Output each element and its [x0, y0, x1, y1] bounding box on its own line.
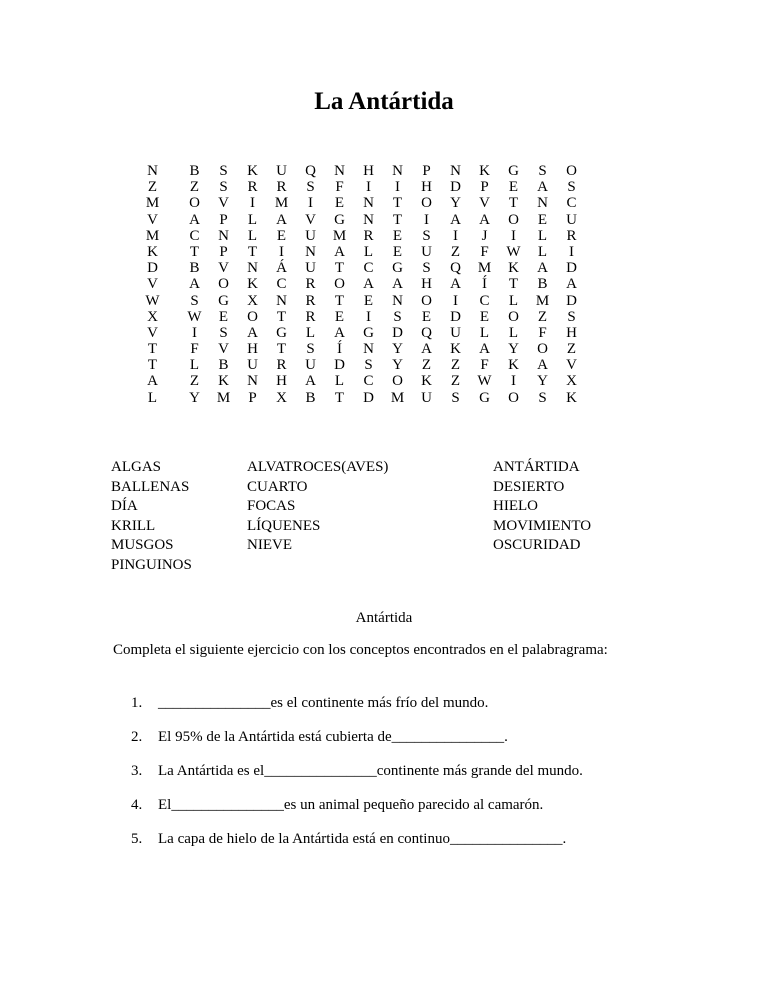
grid-letter: I	[511, 227, 516, 244]
grid-letter: Z	[147, 179, 158, 196]
grid-row	[138, 212, 586, 228]
question-item	[131, 761, 583, 795]
grid-letter: I	[192, 324, 197, 341]
grid-letter: S	[219, 179, 228, 196]
grid-letter: W	[477, 373, 492, 390]
grid-letter: V	[147, 211, 158, 228]
grid-letter: Z	[189, 179, 200, 196]
word-list-item: MUSGOS	[111, 537, 174, 553]
grid-letter: A	[479, 211, 490, 228]
question-text: El 95% de la Antártida está cubierta de_______________.	[158, 729, 508, 745]
question-item	[131, 693, 583, 727]
grid-letter: L	[479, 324, 490, 341]
grid-letter: K	[508, 260, 519, 277]
grid-letter: E	[479, 308, 490, 325]
grid-letter: H	[276, 373, 287, 390]
grid-letter: S	[219, 324, 228, 341]
grid-letter: N	[450, 163, 461, 179]
grid-letter: Y	[537, 373, 548, 390]
grid-letter: X	[247, 292, 258, 309]
grid-letter: I	[453, 292, 458, 309]
grid-letter: Q	[450, 260, 461, 277]
grid-letter: M	[390, 389, 405, 406]
word-list-item: NIEVE	[247, 537, 292, 553]
grid-letter: G	[508, 163, 519, 179]
page-title: La Antártida	[314, 88, 454, 115]
grid-letter: A	[450, 276, 461, 293]
grid-letter: I	[511, 373, 516, 390]
grid-letter: V	[218, 195, 229, 212]
grid-letter: K	[421, 373, 432, 390]
grid-letter: V	[218, 341, 229, 358]
grid-letter: G	[218, 292, 229, 309]
grid-letter: N	[247, 373, 258, 390]
word-list-item: CUARTO	[247, 478, 308, 495]
grid-letter: F	[480, 357, 489, 374]
grid-letter: Z	[537, 308, 548, 325]
grid-letter: O	[334, 276, 345, 293]
grid-letter: V	[147, 276, 158, 293]
grid-letter: G	[392, 260, 403, 277]
grid-letter: L	[537, 243, 548, 260]
grid-row	[138, 163, 586, 179]
grid-letter: O	[189, 195, 200, 212]
grid-letter: T	[392, 195, 403, 212]
grid-letter: A	[537, 260, 548, 277]
grid-letter: S	[538, 163, 547, 179]
grid-letter: R	[363, 227, 374, 244]
word-list-item: PINGUINOS	[111, 556, 192, 573]
grid-row	[138, 325, 586, 341]
grid-letter: Z	[450, 357, 461, 374]
grid-letter: S	[567, 179, 576, 196]
grid-letter: X	[276, 389, 287, 406]
grid-letter: K	[147, 243, 158, 260]
grid-letter: A	[189, 211, 200, 228]
grid-letter: A	[479, 341, 490, 358]
grid-letter: O	[508, 389, 519, 406]
grid-letter: N	[363, 211, 374, 228]
grid-row	[138, 276, 586, 292]
grid-letter: P	[248, 389, 257, 406]
word-search-grid	[138, 163, 586, 406]
grid-letter: E	[508, 179, 519, 196]
grid-letter: B	[305, 389, 316, 406]
question-text: La Antártida es el_______________continente más grande del mundo.	[158, 763, 583, 779]
grid-letter: T	[276, 341, 287, 358]
grid-letter: O	[508, 211, 519, 228]
word-list-item: LÍQUENES	[247, 517, 321, 534]
grid-letter: Y	[392, 357, 403, 374]
grid-letter: A	[392, 276, 403, 293]
grid-letter: G	[334, 211, 345, 228]
grid-letter: F	[335, 179, 344, 196]
word-list-column-3	[493, 458, 753, 556]
grid-letter: U	[305, 260, 316, 277]
grid-letter: Z	[566, 341, 577, 358]
grid-letter: O	[421, 195, 432, 212]
grid-letter: A	[305, 373, 316, 390]
grid-letter: S	[451, 389, 460, 406]
grid-row	[138, 373, 586, 389]
grid-letter: T	[247, 243, 258, 260]
grid-letter: L	[247, 227, 258, 244]
grid-letter: N	[334, 163, 345, 179]
grid-letter: E	[392, 227, 403, 244]
grid-letter: N	[537, 195, 548, 212]
grid-letter: C	[363, 373, 374, 390]
grid-letter: L	[247, 211, 258, 228]
grid-letter: M	[332, 227, 347, 244]
grid-letter: S	[567, 308, 576, 325]
grid-letter: B	[218, 357, 229, 374]
grid-letter: O	[392, 373, 403, 390]
word-list-item: OSCURIDAD	[493, 537, 581, 553]
grid-row	[138, 195, 586, 211]
grid-letter: C	[276, 276, 287, 293]
grid-letter: W	[187, 308, 202, 325]
grid-letter: S	[422, 227, 431, 244]
grid-letter: I	[308, 195, 313, 212]
grid-letter: M	[145, 227, 160, 244]
question-item	[131, 727, 583, 761]
grid-letter: C	[566, 195, 577, 212]
question-item	[131, 795, 583, 829]
grid-letter: S	[393, 308, 402, 325]
question-list	[131, 693, 583, 863]
question-text: El_______________es un animal pequeño parecido al camarón.	[158, 797, 544, 813]
grid-letter: C	[363, 260, 374, 277]
word-list-item: ANTÁRTIDA	[493, 459, 580, 475]
grid-letter: M	[216, 389, 231, 406]
grid-letter: N	[392, 163, 403, 179]
grid-letter: D	[363, 389, 374, 406]
grid-letter: D	[392, 324, 403, 341]
grid-letter: G	[479, 389, 490, 406]
grid-letter: I	[395, 179, 400, 196]
grid-letter: B	[189, 260, 200, 277]
grid-letter: T	[147, 341, 158, 358]
grid-letter: L	[508, 324, 519, 341]
grid-letter: E	[276, 227, 287, 244]
grid-letter: F	[190, 341, 199, 358]
grid-letter: V	[305, 211, 316, 228]
grid-letter: Y	[392, 341, 403, 358]
grid-letter: D	[147, 260, 158, 277]
grid-letter: S	[538, 389, 547, 406]
grid-letter: D	[450, 179, 461, 196]
grid-row	[138, 309, 586, 325]
grid-letter: I	[366, 308, 371, 325]
grid-letter: U	[450, 324, 461, 341]
grid-letter: V	[479, 195, 490, 212]
grid-letter: O	[247, 308, 258, 325]
grid-letter: K	[479, 163, 490, 179]
grid-letter: C	[189, 227, 200, 244]
grid-letter: D	[450, 308, 461, 325]
grid-letter: V	[218, 260, 229, 277]
grid-row	[138, 228, 586, 244]
grid-letter: I	[366, 179, 371, 196]
grid-letter: C	[479, 292, 490, 309]
grid-letter: U	[276, 163, 287, 179]
grid-letter: T	[334, 260, 345, 277]
grid-letter: S	[422, 260, 431, 277]
grid-letter: A	[247, 324, 258, 341]
grid-letter: K	[566, 389, 577, 406]
grid-letter: F	[480, 243, 489, 260]
grid-letter: R	[276, 357, 287, 374]
grid-letter: Í	[482, 276, 487, 293]
grid-letter: I	[250, 195, 255, 212]
grid-letter: Í	[337, 341, 342, 358]
grid-letter: H	[363, 163, 374, 179]
grid-letter: Z	[189, 373, 200, 390]
grid-letter: E	[334, 308, 345, 325]
grid-letter: Q	[421, 324, 432, 341]
grid-letter: H	[247, 341, 258, 358]
grid-letter: Z	[450, 373, 461, 390]
grid-letter: I	[453, 227, 458, 244]
word-list-item: DESIERTO	[493, 478, 565, 495]
grid-letter: S	[306, 341, 315, 358]
instruction-text: Completa el siguiente ejercicio con los conceptos encontrados en el palabragrama:	[113, 642, 608, 658]
word-list-item: KRILL	[111, 517, 156, 534]
grid-letter: F	[538, 324, 547, 341]
word-list-item: MOVIMIENTO	[493, 517, 592, 534]
grid-letter: U	[566, 211, 577, 228]
grid-letter: D	[566, 260, 577, 277]
grid-letter: L	[334, 373, 345, 390]
grid-letter: R	[305, 308, 316, 325]
grid-letter: E	[537, 211, 548, 228]
question-item	[131, 829, 583, 863]
grid-letter: T	[508, 276, 519, 293]
grid-letter: A	[566, 276, 577, 293]
grid-letter: P	[219, 243, 228, 260]
question-text: La capa de hielo de la Antártida está en continuo_______________.	[158, 831, 567, 847]
grid-letter: Z	[421, 357, 432, 374]
word-list-item: ALVATROCES(AVES)	[247, 459, 389, 475]
grid-letter: H	[566, 324, 577, 341]
word-list-column-2	[247, 458, 507, 556]
grid-letter: A	[421, 341, 432, 358]
grid-letter: N	[363, 341, 374, 358]
question-number: 4.	[131, 797, 143, 813]
grid-letter: T	[276, 308, 287, 325]
grid-letter: B	[537, 276, 548, 293]
grid-letter: X	[147, 308, 158, 325]
grid-letter: O	[218, 276, 229, 293]
grid-letter: E	[363, 292, 374, 309]
grid-letter: A	[334, 243, 345, 260]
grid-letter: V	[566, 357, 577, 374]
grid-letter: D	[334, 357, 345, 374]
grid-letter: L	[305, 324, 316, 341]
grid-letter: U	[421, 243, 432, 260]
grid-letter: L	[189, 357, 200, 374]
grid-row	[138, 390, 586, 406]
grid-letter: O	[421, 292, 432, 309]
word-list-item: HIELO	[493, 498, 538, 514]
grid-letter: A	[147, 373, 158, 390]
grid-letter: N	[218, 227, 229, 244]
grid-letter: V	[147, 324, 158, 341]
grid-letter: R	[305, 292, 316, 309]
word-list-item: DÍA	[111, 498, 138, 514]
grid-letter: G	[363, 324, 374, 341]
grid-row	[138, 260, 586, 276]
grid-letter: I	[569, 243, 574, 260]
grid-letter: P	[422, 163, 431, 179]
section-subtitle: Antártida	[355, 610, 413, 626]
grid-letter: M	[145, 195, 160, 212]
grid-row	[138, 244, 586, 260]
grid-letter: L	[508, 292, 519, 309]
grid-letter: Q	[305, 163, 316, 179]
grid-letter: O	[508, 308, 519, 325]
grid-letter: W	[506, 243, 521, 260]
grid-letter: T	[334, 389, 345, 406]
question-number: 3.	[131, 763, 143, 779]
word-list-item: BALLENAS	[111, 478, 190, 495]
grid-letter: N	[305, 243, 316, 260]
grid-letter: J	[481, 227, 488, 244]
grid-letter: Á	[276, 260, 287, 277]
grid-letter: K	[218, 373, 229, 390]
grid-letter: O	[537, 341, 548, 358]
grid-letter: A	[189, 276, 200, 293]
grid-letter: K	[247, 276, 258, 293]
grid-letter: K	[450, 341, 461, 358]
grid-letter: I	[279, 243, 284, 260]
grid-letter: T	[147, 357, 158, 374]
grid-letter: N	[363, 195, 374, 212]
grid-letter: K	[247, 163, 258, 179]
grid-letter: G	[276, 324, 287, 341]
grid-letter: L	[363, 243, 374, 260]
grid-letter: A	[334, 324, 345, 341]
grid-letter: D	[566, 292, 577, 309]
grid-letter: W	[145, 292, 160, 309]
grid-letter: M	[535, 292, 550, 309]
grid-letter: A	[276, 211, 287, 228]
grid-letter: N	[276, 292, 287, 309]
grid-letter: L	[147, 389, 158, 406]
grid-letter: T	[334, 292, 345, 309]
grid-letter: H	[421, 276, 432, 293]
grid-letter: Z	[450, 243, 461, 260]
grid-letter: U	[247, 357, 258, 374]
grid-row	[138, 357, 586, 373]
grid-letter: A	[363, 276, 374, 293]
grid-letter: U	[421, 389, 432, 406]
grid-row	[138, 179, 586, 195]
grid-letter: L	[537, 227, 548, 244]
word-list-item: FOCAS	[247, 498, 296, 514]
grid-letter: S	[364, 357, 373, 374]
grid-letter: A	[537, 357, 548, 374]
grid-letter: I	[424, 211, 429, 228]
grid-letter: U	[305, 357, 316, 374]
grid-letter: U	[305, 227, 316, 244]
grid-letter: R	[247, 179, 258, 196]
grid-row	[138, 341, 586, 357]
grid-letter: T	[508, 195, 519, 212]
grid-letter: R	[305, 276, 316, 293]
grid-letter: N	[147, 163, 158, 179]
grid-letter: P	[480, 179, 489, 196]
grid-letter: T	[392, 211, 403, 228]
grid-letter: K	[508, 357, 519, 374]
grid-letter: Y	[508, 341, 519, 358]
grid-letter: E	[421, 308, 432, 325]
grid-letter: N	[247, 260, 258, 277]
grid-letter: E	[218, 308, 229, 325]
grid-letter: O	[566, 163, 577, 179]
grid-letter: A	[537, 179, 548, 196]
grid-letter: S	[306, 179, 315, 196]
question-number: 2.	[131, 729, 143, 745]
grid-letter: S	[190, 292, 199, 309]
grid-letter: R	[276, 179, 287, 196]
word-list-item: ALGAS	[111, 459, 162, 475]
grid-letter: A	[450, 211, 461, 228]
grid-letter: T	[189, 243, 200, 260]
grid-letter: E	[334, 195, 345, 212]
grid-letter: N	[392, 292, 403, 309]
grid-letter: Y	[450, 195, 461, 212]
grid-letter: X	[566, 373, 577, 390]
question-number: 1.	[131, 695, 143, 711]
grid-letter: S	[219, 163, 228, 179]
grid-letter: B	[189, 163, 200, 179]
grid-letter: H	[421, 179, 432, 196]
grid-letter: R	[566, 227, 577, 244]
question-number: 5.	[131, 831, 143, 847]
grid-letter: M	[477, 260, 492, 277]
grid-row	[138, 293, 586, 309]
grid-letter: Y	[189, 389, 200, 406]
grid-letter: M	[274, 195, 289, 212]
grid-letter: P	[219, 211, 228, 228]
grid-letter: E	[392, 243, 403, 260]
question-text: _______________es el continente más frío del mundo.	[158, 695, 489, 711]
